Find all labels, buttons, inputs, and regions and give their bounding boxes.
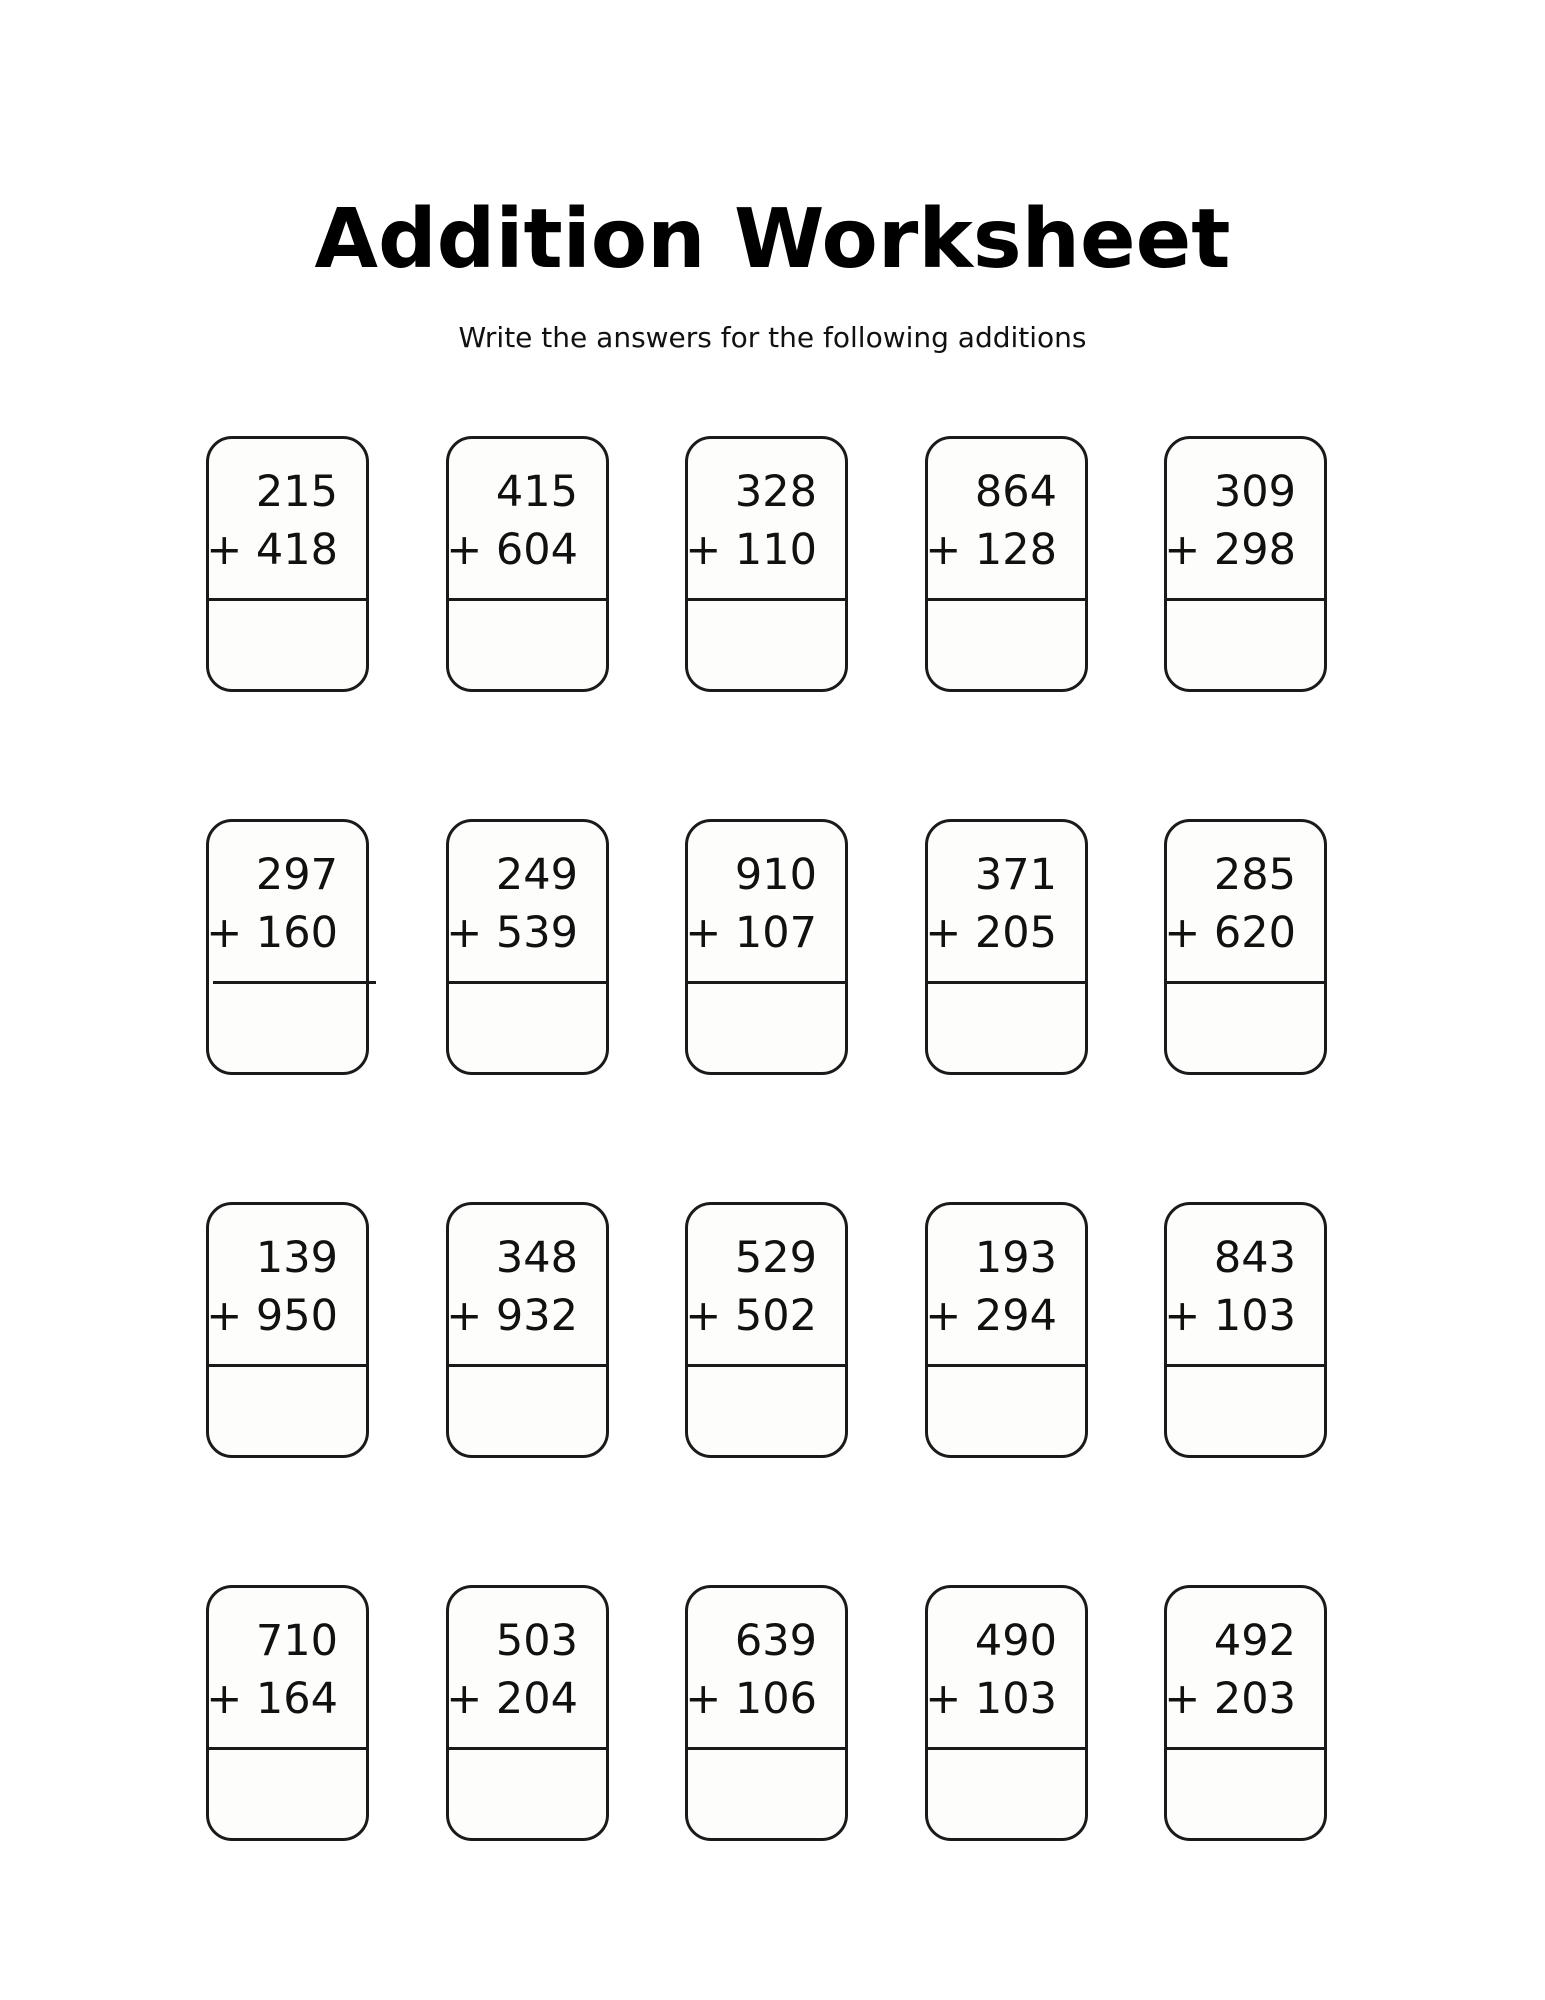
first-addend: 843 [1213, 1233, 1296, 1283]
first-addend: 215 [255, 467, 338, 517]
second-addend: + 103 [1164, 1291, 1296, 1341]
answer-box[interactable] [209, 1367, 366, 1455]
problem-card [925, 436, 1088, 692]
problem-card [446, 1585, 609, 1841]
worksheet-instructions: Write the answers for the following additions [458, 321, 1087, 354]
second-addend: + 932 [446, 1291, 578, 1341]
answer-box[interactable] [209, 1750, 366, 1838]
second-addend: + 950 [206, 1291, 338, 1341]
first-addend: 503 [495, 1616, 578, 1666]
answer-box[interactable] [688, 984, 845, 1072]
first-addend: 371 [974, 850, 1057, 900]
second-addend: + 106 [685, 1674, 817, 1724]
answer-box[interactable] [928, 1367, 1085, 1455]
problem-card [685, 1585, 848, 1841]
problem-card [925, 1585, 1088, 1841]
problem-card [1164, 1202, 1327, 1458]
second-addend: + 203 [1164, 1674, 1296, 1724]
answer-box[interactable] [688, 1750, 845, 1838]
first-addend: 639 [734, 1616, 817, 1666]
first-addend: 249 [495, 850, 578, 900]
problem-card [1164, 819, 1327, 1075]
answer-box[interactable] [688, 1367, 845, 1455]
first-addend: 710 [255, 1616, 338, 1666]
problem-card [446, 819, 609, 1075]
problem-card [925, 819, 1088, 1075]
answer-box[interactable] [928, 1750, 1085, 1838]
second-addend: + 418 [206, 525, 338, 575]
first-addend: 297 [255, 850, 338, 900]
answer-box[interactable] [1167, 1367, 1324, 1455]
second-addend: + 205 [925, 908, 1057, 958]
first-addend: 415 [495, 467, 578, 517]
problem-card [685, 1202, 848, 1458]
second-addend: + 164 [206, 1674, 338, 1724]
answer-box[interactable] [1167, 984, 1324, 1072]
second-addend: + 604 [446, 525, 578, 575]
problem-card [1164, 1585, 1327, 1841]
first-addend: 492 [1213, 1616, 1296, 1666]
second-addend: + 539 [446, 908, 578, 958]
answer-box[interactable] [928, 601, 1085, 689]
second-addend: + 502 [685, 1291, 817, 1341]
second-addend: + 620 [1164, 908, 1296, 958]
second-addend: + 103 [925, 1674, 1057, 1724]
first-addend: 529 [734, 1233, 817, 1283]
answer-box[interactable] [928, 984, 1085, 1072]
first-addend: 910 [734, 850, 817, 900]
answer-box[interactable] [449, 1750, 606, 1838]
answer-box[interactable] [449, 601, 606, 689]
first-addend: 348 [495, 1233, 578, 1283]
answer-box[interactable] [209, 601, 366, 689]
answer-box[interactable] [449, 984, 606, 1072]
problem-card [206, 819, 369, 1075]
second-addend: + 107 [685, 908, 817, 958]
second-addend: + 128 [925, 525, 1057, 575]
first-addend: 864 [974, 467, 1057, 517]
answer-box[interactable] [688, 601, 845, 689]
problem-card [446, 436, 609, 692]
problem-card [206, 436, 369, 692]
problem-card [206, 1202, 369, 1458]
first-addend: 490 [974, 1616, 1057, 1666]
second-addend: + 110 [685, 525, 817, 575]
second-addend: + 294 [925, 1291, 1057, 1341]
problem-card [206, 1585, 369, 1841]
answer-box[interactable] [449, 1367, 606, 1455]
problem-card [1164, 436, 1327, 692]
worksheet-title: Addition Worksheet [314, 192, 1231, 287]
first-addend: 328 [734, 467, 817, 517]
first-addend: 285 [1213, 850, 1296, 900]
problem-card [925, 1202, 1088, 1458]
second-addend: + 204 [446, 1674, 578, 1724]
answer-box[interactable] [1167, 1750, 1324, 1838]
problem-card [685, 436, 848, 692]
problem-card [685, 819, 848, 1075]
answer-box[interactable] [209, 984, 366, 1072]
second-addend: + 160 [206, 908, 338, 958]
second-addend: + 298 [1164, 525, 1296, 575]
first-addend: 309 [1213, 467, 1296, 517]
answer-box[interactable] [1167, 601, 1324, 689]
first-addend: 193 [974, 1233, 1057, 1283]
first-addend: 139 [255, 1233, 338, 1283]
problem-card [446, 1202, 609, 1458]
